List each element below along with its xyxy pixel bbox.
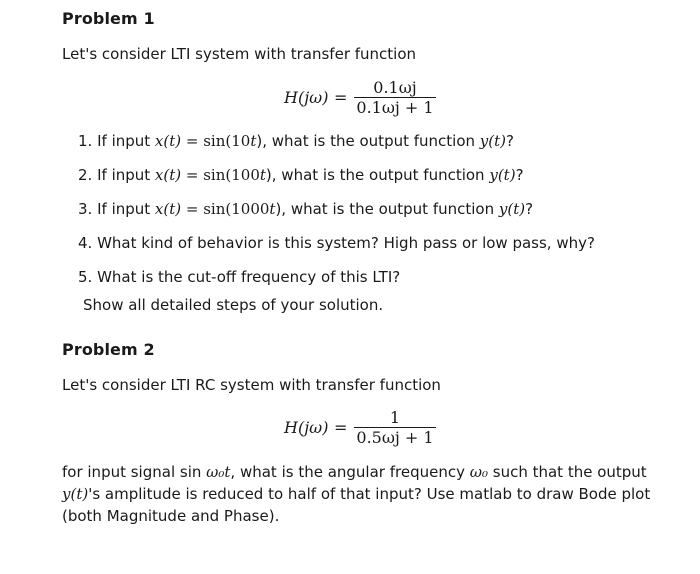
fraction-numerator: 0.1ωj: [373, 78, 417, 97]
fraction-denominator: 0.1ωj + 1: [356, 98, 434, 117]
list-item: 2. If input x(t) = sin(100t), what is the output function y(t)?: [78, 166, 524, 184]
fraction-denominator: 0.5ωj + 1: [356, 428, 434, 447]
transfer-function-lhs: H(jω): [284, 88, 329, 107]
transfer-function-fraction: [354, 408, 436, 447]
problem-1-heading: Problem 1: [62, 9, 155, 28]
list-item: 4. What kind of behavior is this system? High pass or low pass, why?: [78, 234, 595, 252]
problem-1-transfer-function: [284, 78, 444, 122]
problem-2-transfer-function: [284, 408, 444, 452]
equals-sign: =: [334, 418, 348, 437]
list-item: 1. If input x(t) = sin(10t), what is the output function y(t)?: [78, 132, 514, 150]
problem-1-note: Show all detailed steps of your solution.: [83, 296, 384, 314]
list-item: 3. If input x(t) = sin(1000t), what is the output function y(t)?: [78, 200, 534, 218]
problem-2-intro: Let's consider LTI RC system with transfer function: [62, 376, 441, 394]
transfer-function-lhs: H(jω): [284, 418, 329, 437]
transfer-function-fraction: [354, 78, 436, 117]
problem-1-intro: Let's consider LTI system with transfer function: [62, 45, 417, 63]
problem-2-heading: Problem 2: [62, 340, 155, 359]
fraction-numerator: 1: [389, 408, 401, 427]
equals-sign: =: [334, 88, 348, 107]
problem-2-body: for input signal sin ω₀t, what is the angular frequency ω₀ such that the output y(t)'s amplitude is reduced to half of that input? Use matlab to draw Bode plot (both Magnitude and Phase).: [62, 463, 651, 525]
list-item: 5. What is the cut-off frequency of this LTI?: [78, 268, 401, 286]
